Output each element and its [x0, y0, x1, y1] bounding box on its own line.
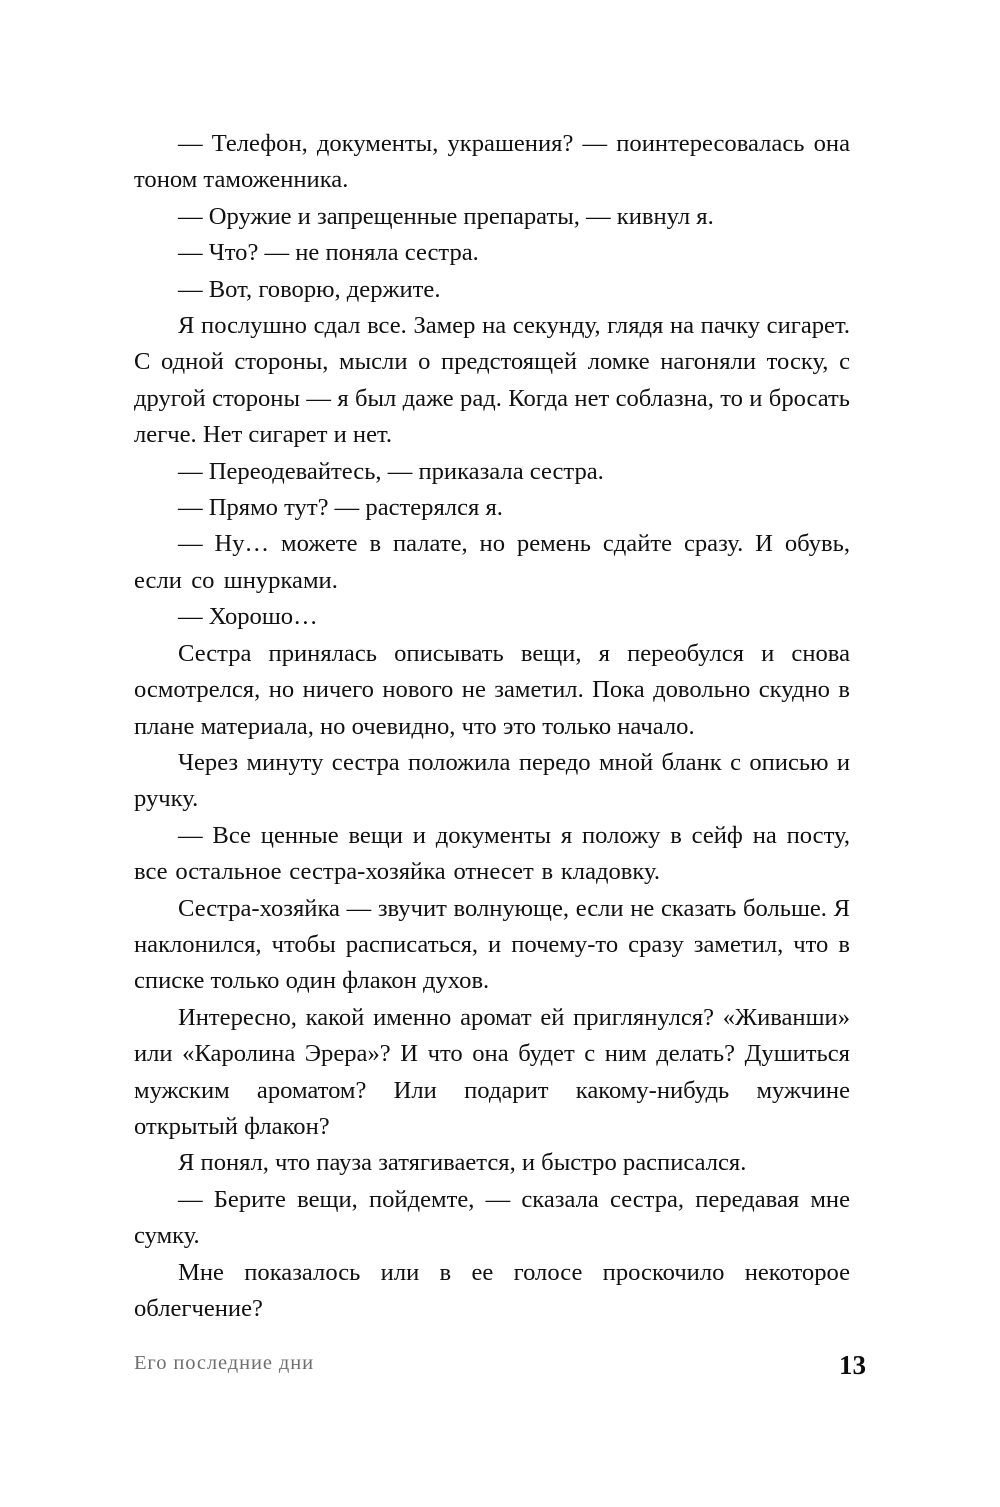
- paragraph: Я понял, что пауза затягивается, и быстро расписался.: [178, 1149, 747, 1177]
- paragraph: Сестра-хозяйка — звучит волнующе, если не сказать больше. Я наклонился, чтобы расписаться, и почему-то сразу заметил, что в списке только один флакон духов.: [134, 894, 850, 995]
- paragraph: — Прямо тут? — растерялся я.: [178, 494, 503, 522]
- paragraph: — Переодевайтесь, — приказала сестра.: [178, 457, 604, 485]
- running-title: Его последние дни: [134, 1352, 314, 1374]
- paragraph: Интересно, какой именно аромат ей приглянулся? «Живанши» или «Каролина Эрера»? И что она будет с ним делать? Душиться мужским ароматом? Или подарит какому-нибудь мужчине открытый флакон?: [134, 1003, 850, 1140]
- paragraph: — Берите вещи, пойдемте, — сказала сестра, передавая мне сумку.: [134, 1185, 850, 1250]
- page-number: 13: [839, 1350, 866, 1380]
- paragraph: — Все ценные вещи и документы я положу в сейф на посту, все остальное сестра-хозяйка отнесет в кладовку.: [134, 821, 850, 886]
- paragraph: Через минуту сестра положила передо мной бланк с описью и ручку.: [134, 748, 850, 813]
- paragraph: Я послушно сдал все. Замер на секунду, глядя на пачку сигарет. С одной стороны, мысли о предстоящей ломке нагоняли тоску, с другой стороны — я был даже рад. Когда нет соблазна, то и бросать легче. Нет сигарет и нет.: [134, 312, 850, 449]
- paragraph: — Телефон, документы, украшения? — поинтересовалась она тоном таможенника.: [134, 130, 850, 194]
- paragraph: — Ну… можете в палате, но ремень сдайте сразу. И обувь, если со шнурками.: [134, 530, 850, 594]
- paragraph: Сестра принялась описывать вещи, я переобулся и снова осмотрелся, но ничего нового не заметил. Пока довольно скудно в плане материала, но очевидно, что это только начало.: [134, 639, 850, 740]
- paragraph: — Вот, говорю, держите.: [178, 275, 441, 303]
- paragraph: — Хорошо…: [178, 603, 318, 631]
- page-footer: [134, 1352, 866, 1392]
- page-text-body: [134, 126, 850, 1327]
- paragraph: — Оружие и запрещенные препараты, — кивнул я.: [178, 202, 714, 230]
- paragraph: — Что? — не поняла сестра.: [178, 239, 479, 267]
- paragraph: Мне показалось или в ее голосе проскочило некоторое облегчение?: [134, 1258, 850, 1322]
